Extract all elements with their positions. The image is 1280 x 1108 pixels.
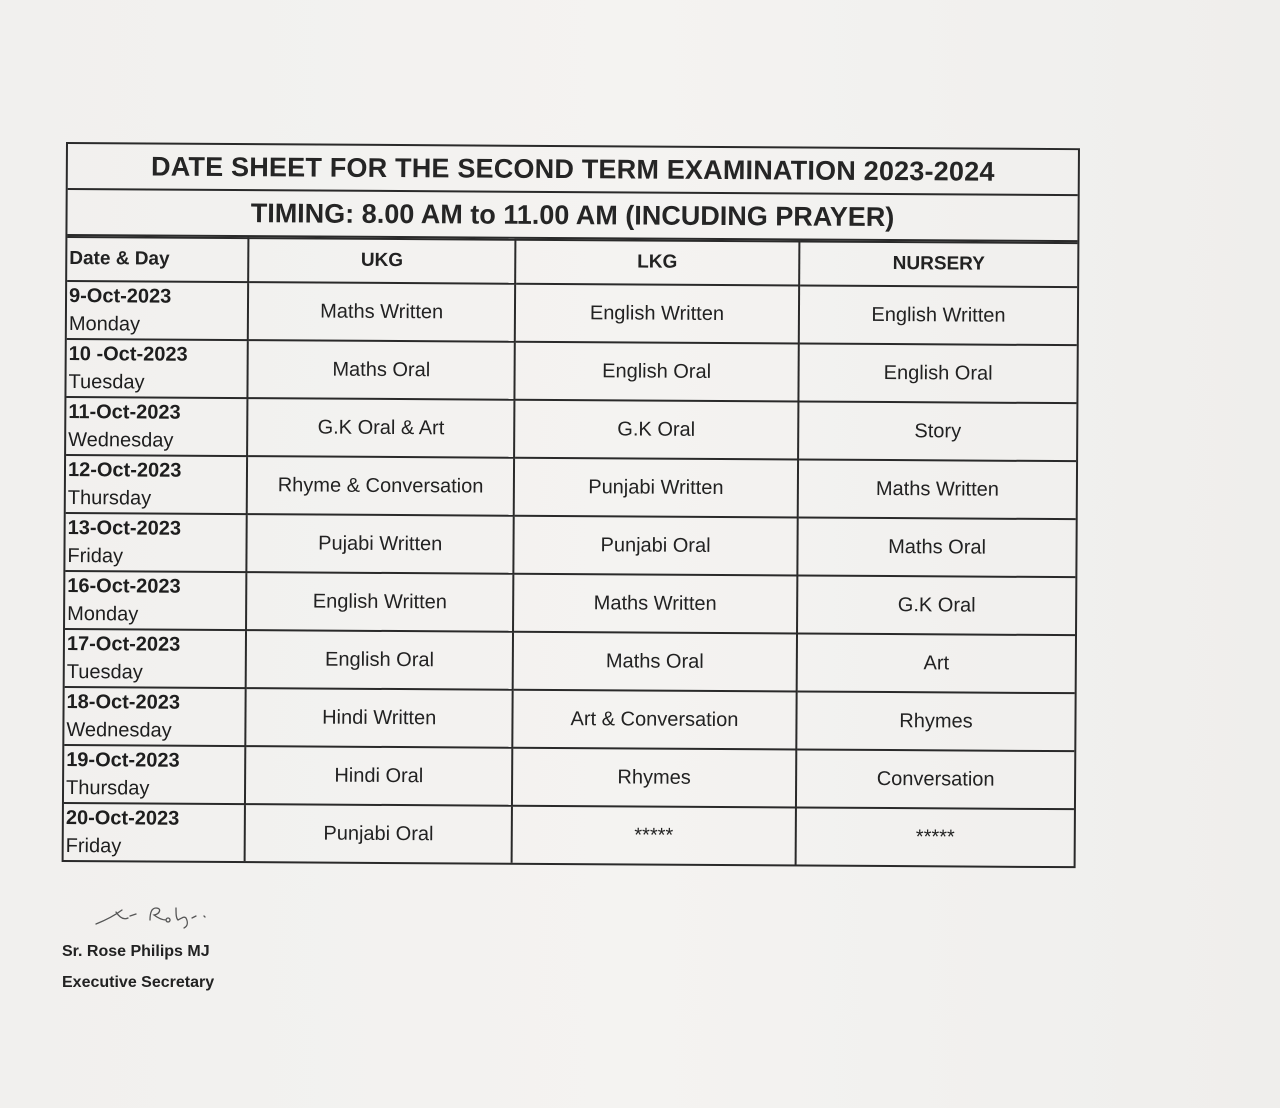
table-row [64, 687, 1074, 751]
date-cell [66, 455, 248, 514]
date-text: 17-Oct-2023 [66, 633, 181, 656]
lkg-subject: Rhymes [512, 748, 796, 808]
date-text: 13-Oct-2023 [67, 517, 182, 540]
ukg-subject: Punjabi Oral [245, 804, 512, 863]
nursery-subject: Maths Oral [797, 517, 1075, 577]
lkg-subject: Punjabi Oral [513, 516, 797, 576]
date-cell [65, 571, 247, 630]
date-cell [67, 281, 249, 340]
ukg-subject: Maths Oral [248, 340, 515, 400]
date-cell [64, 745, 246, 804]
ukg-subject: Pujabi Written [247, 514, 514, 574]
lkg-subject: Art & Conversation [512, 690, 796, 750]
date-cell [64, 687, 246, 746]
ukg-subject: Maths Written [248, 282, 515, 342]
handwritten-signature [94, 898, 224, 932]
day-text: Monday [67, 603, 139, 626]
date-text: 11-Oct-2023 [68, 401, 181, 424]
table-row [65, 513, 1075, 577]
date-text: 20-Oct-2023 [65, 807, 180, 830]
day-text: Thursday [67, 487, 152, 510]
lkg-subject: Maths Written [513, 574, 797, 634]
day-text: Monday [68, 313, 141, 336]
table-row [66, 397, 1076, 461]
table-row [66, 339, 1076, 403]
ukg-subject: English Oral [246, 630, 513, 690]
table-row [67, 281, 1077, 345]
lkg-subject: ***** [512, 806, 796, 865]
day-text: Wednesday [68, 429, 174, 452]
nursery-subject: Story [798, 401, 1076, 461]
date-sheet-table [62, 142, 1080, 868]
header-nursery: NURSERY [799, 241, 1077, 287]
exam-timing: TIMING: 8.00 AM to 11.00 AM (INCUDING PRAYER) [67, 190, 1077, 242]
lkg-subject: G.K Oral [514, 400, 798, 460]
schedule-table [64, 236, 1078, 866]
ukg-subject: Hindi Oral [245, 746, 512, 806]
signatory-designation: Executive Secretary [62, 974, 215, 991]
date-cell [65, 629, 247, 688]
nursery-subject: English Written [799, 285, 1077, 345]
date-cell [64, 803, 246, 861]
header-ukg: UKG [249, 238, 516, 284]
date-text: 19-Oct-2023 [66, 749, 180, 772]
date-cell [65, 513, 247, 572]
signatory-name: Sr. Rose Philips MJ [62, 943, 210, 960]
date-cell [66, 339, 248, 398]
day-text: Friday [67, 545, 124, 568]
nursery-subject: English Oral [798, 343, 1076, 403]
lkg-subject: English Oral [514, 342, 798, 402]
document-title: DATE SHEET FOR THE SECOND TERM EXAMINATION 2023-2024 [68, 144, 1078, 196]
ukg-subject: English Written [246, 572, 513, 632]
date-text: 9-Oct-2023 [68, 285, 172, 308]
lkg-subject: Punjabi Written [514, 458, 798, 518]
nursery-subject: ***** [796, 807, 1074, 866]
day-text: Tuesday [66, 661, 143, 684]
date-text: 10 -Oct-2023 [68, 343, 188, 366]
day-text: Thursday [65, 777, 150, 800]
nursery-subject: Rhymes [796, 691, 1074, 751]
table-row [64, 803, 1074, 866]
header-lkg: LKG [515, 240, 799, 286]
nursery-subject: Art [797, 633, 1075, 693]
nursery-subject: Maths Written [798, 459, 1076, 519]
ukg-subject: Rhyme & Conversation [247, 456, 514, 516]
table-row [64, 745, 1074, 809]
date-cell [66, 397, 248, 456]
table-row [65, 571, 1075, 635]
day-text: Tuesday [68, 371, 145, 394]
ukg-subject: G.K Oral & Art [248, 398, 515, 458]
header-date-day: Date & Day [67, 237, 249, 282]
date-text: 16-Oct-2023 [67, 575, 181, 598]
table-row [65, 629, 1075, 693]
nursery-subject: Conversation [796, 749, 1074, 809]
nursery-subject: G.K Oral [797, 575, 1075, 635]
date-text: 18-Oct-2023 [66, 691, 181, 714]
day-text: Wednesday [66, 719, 172, 742]
table-row [66, 455, 1076, 519]
ukg-subject: Hindi Written [246, 688, 513, 748]
lkg-subject: English Written [515, 284, 799, 344]
date-text: 12-Oct-2023 [67, 459, 182, 482]
header-row [67, 237, 1077, 287]
day-text: Friday [65, 835, 122, 858]
lkg-subject: Maths Oral [513, 632, 797, 692]
